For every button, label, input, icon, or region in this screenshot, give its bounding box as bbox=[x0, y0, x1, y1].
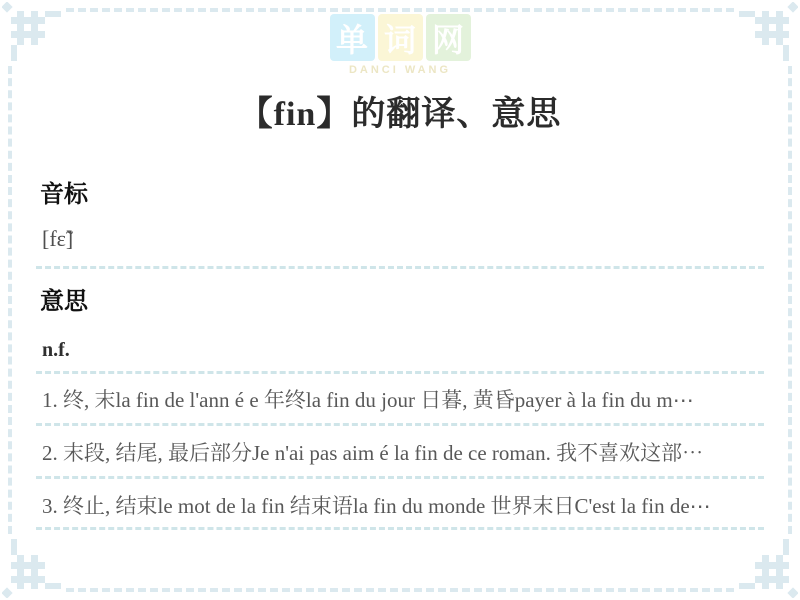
site-logo bbox=[0, 14, 800, 76]
divider bbox=[36, 371, 764, 374]
frame-border-right bbox=[788, 66, 792, 534]
frame-border-top bbox=[66, 8, 734, 12]
corner-ornament-icon bbox=[736, 536, 798, 598]
definition-row: 3. 终止, 结束le mot de la fin 结束语la fin du monde 世界末日C'est la fin de⋯ bbox=[42, 494, 711, 518]
logo-blocks bbox=[0, 14, 800, 61]
divider bbox=[36, 423, 764, 426]
frame-border-left bbox=[8, 66, 12, 534]
logo-subtitle: DANCI WANG bbox=[348, 64, 452, 76]
definition-row: 1. 终, 末la fin de l'ann é e 年终la fin du jour 日暮, 黄昏payer à la fin du m⋯ bbox=[42, 388, 694, 412]
logo-block-icon: 网 bbox=[426, 14, 471, 61]
divider bbox=[36, 476, 764, 479]
frame-border-bottom bbox=[66, 588, 734, 592]
phonetic-heading: 音标 bbox=[40, 182, 88, 208]
page-title: 【fin】的翻译、意思 bbox=[238, 96, 562, 133]
logo-block-icon: 词 bbox=[378, 14, 423, 61]
divider bbox=[36, 527, 764, 530]
definition-row: 2. 末段, 结尾, 最后部分Je n'ai pas aim é la fin de ce roman. 我不喜欢这部⋯ bbox=[42, 441, 704, 465]
divider bbox=[36, 266, 764, 269]
meaning-heading: 意思 bbox=[40, 289, 88, 315]
part-of-speech-label: n.f. bbox=[42, 339, 70, 361]
logo-block-icon: 单 bbox=[330, 14, 375, 61]
phonetic-value: [fɛ̃] bbox=[42, 226, 74, 251]
corner-ornament-icon bbox=[2, 536, 64, 598]
